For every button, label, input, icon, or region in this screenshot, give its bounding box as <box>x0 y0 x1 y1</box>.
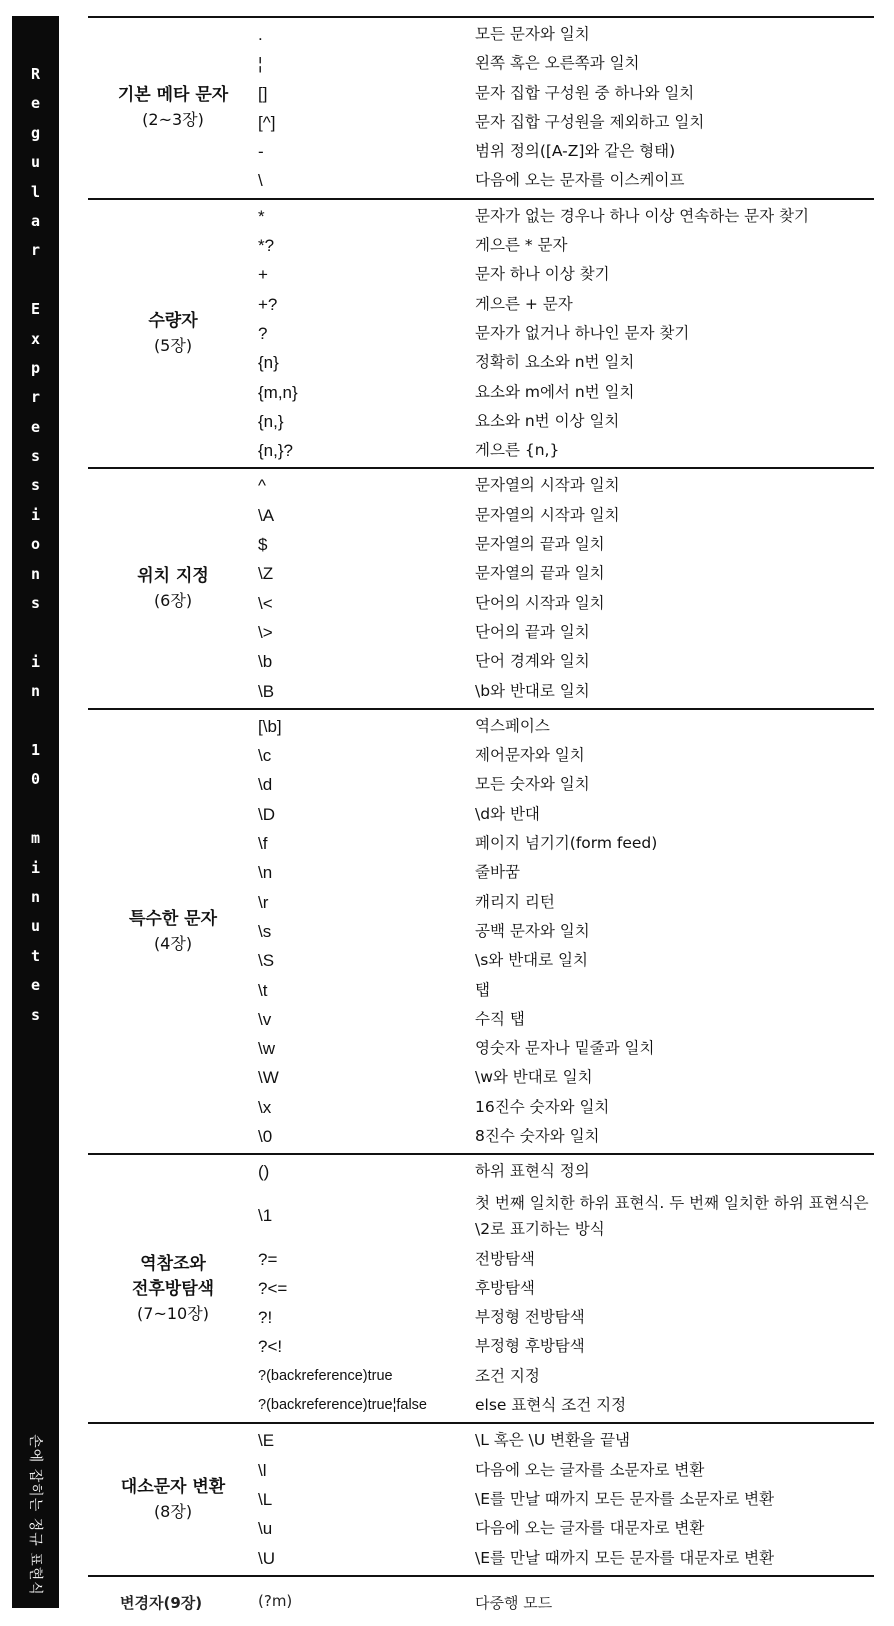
metachar-symbol: \n <box>258 863 273 883</box>
metachar-description: 요소와 n번 이상 일치 <box>475 411 620 430</box>
side-title-char: 1 <box>30 740 41 759</box>
group-label <box>88 200 258 468</box>
group-label <box>88 469 258 707</box>
group-chapter: (2~3장) <box>142 110 204 130</box>
metachar-description: 공백 문자와 일치 <box>475 921 590 940</box>
metachar-symbol: \A <box>258 505 275 525</box>
cut-off-row <box>120 1592 820 1612</box>
metachar-symbol: . <box>258 25 263 44</box>
metachar-description: 부정형 후방탐색 <box>475 1337 585 1356</box>
side-title-char: l <box>30 182 41 201</box>
side-title-char: r <box>30 241 41 260</box>
metachar-symbol: \l <box>258 1460 267 1480</box>
metachar-symbol: \f <box>258 834 268 854</box>
metachar-description: else 표현식 조건 지정 <box>475 1396 627 1415</box>
metachar-description: 16진수 숫자와 일치 <box>475 1097 610 1116</box>
group-label <box>88 18 258 198</box>
metachar-description: 범위 정의([A-Z]와 같은 형태) <box>475 142 676 161</box>
table-group <box>88 1155 874 1424</box>
side-title-char: 0 <box>30 770 41 789</box>
side-title-char: r <box>30 388 41 407</box>
metachar-symbol: {m,n} <box>258 382 298 402</box>
metachar-symbol: {n,} <box>258 411 284 431</box>
side-title-char: u <box>30 917 41 936</box>
side-title-char: x <box>30 329 41 348</box>
group-name: 기본 메타 문자 <box>117 85 229 106</box>
metachar-description: 정확히 요소와 n번 일치 <box>475 353 635 372</box>
regex-reference-table <box>88 16 874 1577</box>
metachar-description: 역스페이스 <box>475 716 550 735</box>
side-title-char: a <box>30 211 41 230</box>
metachar-symbol: () <box>258 1162 270 1182</box>
side-title-char: n <box>30 887 41 906</box>
side-title-char: o <box>30 535 41 554</box>
side-title-space <box>12 707 59 736</box>
side-bar <box>12 16 59 1608</box>
metachar-symbol: ?<! <box>258 1337 283 1357</box>
metachar-description: \E를 만날 때까지 모든 문자를 대문자로 변환 <box>475 1548 775 1567</box>
cut-row-desc: 다중행 모드 <box>475 1594 553 1612</box>
side-title-char: t <box>30 946 41 965</box>
metachar-symbol: ¦ <box>258 54 263 74</box>
table-group <box>88 469 874 709</box>
side-title-char: e <box>30 417 41 436</box>
metachar-description: 문자가 없거나 하나인 문자 찾기 <box>475 323 690 342</box>
metachar-symbol: \ <box>258 171 263 191</box>
metachar-symbol: ? <box>258 323 268 343</box>
metachar-symbol: \s <box>258 921 272 941</box>
metachar-symbol: \> <box>258 622 273 642</box>
metachar-description: 문자 집합 구성원을 제외하고 일치 <box>475 112 705 131</box>
metachar-description: \L 혹은 \U 변환을 끝냄 <box>475 1431 630 1450</box>
metachar-symbol: \r <box>258 892 269 912</box>
metachar-symbol: \S <box>258 951 275 971</box>
metachar-symbol: \w <box>258 1039 275 1059</box>
group-chapter: (8장) <box>153 1502 193 1522</box>
metachar-description: 전방탐색 <box>475 1249 535 1268</box>
metachar-description: \w와 반대로 일치 <box>475 1068 593 1087</box>
metachar-description: 페이지 넘기기(form feed) <box>475 834 658 853</box>
metachar-symbol: +? <box>258 294 278 314</box>
metachar-symbol: ?! <box>258 1308 273 1328</box>
metachar-symbol: [\b] <box>258 716 282 736</box>
metachar-symbol: [] <box>258 83 268 103</box>
metachar-description: 영숫자 문자나 밑줄과 일치 <box>475 1039 655 1058</box>
metachar-description: 게으른 {n,} <box>475 441 560 460</box>
metachar-symbol: \L <box>258 1489 273 1509</box>
metachar-symbol: \d <box>258 775 273 795</box>
metachar-description: 모든 문자와 일치 <box>475 25 590 43</box>
metachar-symbol: \c <box>258 746 272 766</box>
metachar-symbol: ?(backreference)true <box>258 1367 393 1384</box>
table-group <box>88 1424 874 1576</box>
side-korean-title-text: 손에 잡히는 정규 표현식 <box>26 1434 43 1596</box>
metachar-symbol: \t <box>258 980 268 1000</box>
side-title-char: p <box>30 358 41 377</box>
metachar-description: \E를 만날 때까지 모든 문자를 소문자로 변환 <box>475 1489 775 1508</box>
metachar-description: 모든 숫자와 일치 <box>475 775 590 794</box>
metachar-description: 다음에 오는 글자를 대문자로 변환 <box>475 1519 705 1538</box>
metachar-description: 하위 표현식 정의 <box>475 1162 590 1181</box>
metachar-description: 게으른 + 문자 <box>475 294 573 313</box>
metachar-symbol: \D <box>258 804 275 824</box>
side-title-char: i <box>30 858 41 877</box>
side-title-char: m <box>30 829 41 848</box>
metachar-description: 문자 하나 이상 찾기 <box>475 265 610 284</box>
metachar-description: 문자 집합 구성원 중 하나와 일치 <box>475 83 695 102</box>
metachar-symbol: ?= <box>258 1249 278 1269</box>
metachar-description: 단어의 시작과 일치 <box>475 593 605 612</box>
side-title-char: n <box>30 682 41 701</box>
group-chapter: (6장) <box>153 591 193 611</box>
group-name: 위치 지정 <box>137 566 209 587</box>
side-title-vertical <box>12 60 59 1030</box>
metachar-description: 문자열의 끝과 일치 <box>475 535 605 554</box>
group-name: 대소문자 변환 <box>120 1477 226 1498</box>
table-group <box>88 200 874 470</box>
metachar-symbol: {n,}? <box>258 441 293 461</box>
metachar-description: 문자열의 시작과 일치 <box>475 505 620 524</box>
cut-row-label: 변경자(9장) <box>120 1594 203 1612</box>
cut-row-symbol: (?m) <box>258 1592 293 1610</box>
metachar-description: 요소와 m에서 n번 일치 <box>475 382 635 401</box>
side-title-char: s <box>30 447 41 466</box>
metachar-symbol: \u <box>258 1519 273 1539</box>
metachar-symbol: + <box>258 265 268 285</box>
side-title-space <box>12 266 59 295</box>
metachar-symbol: \W <box>258 1068 279 1088</box>
group-chapter: (7~10장) <box>137 1303 209 1323</box>
metachar-symbol: [^] <box>258 112 276 132</box>
metachar-description: 첫 번째 일치한 하위 표현식. 두 번째 일치한 하위 표현식은 \2로 표기하는 방식 <box>475 1193 869 1238</box>
metachar-description: \s와 반대로 일치 <box>475 951 588 970</box>
side-title-char: n <box>30 564 41 583</box>
side-title-space <box>12 618 59 647</box>
table-group <box>88 710 874 1155</box>
metachar-description: 8진수 숫자와 일치 <box>475 1126 600 1145</box>
metachar-description: \d와 반대 <box>475 804 540 823</box>
metachar-symbol: \v <box>258 1009 272 1029</box>
side-title-char: E <box>30 300 41 319</box>
side-title-char: i <box>30 652 41 671</box>
metachar-symbol: \U <box>258 1548 275 1568</box>
metachar-symbol: \Z <box>258 564 274 584</box>
side-title-char: s <box>30 476 41 495</box>
metachar-description: 단어 경계와 일치 <box>475 652 590 671</box>
metachar-symbol: ^ <box>258 476 266 496</box>
side-title-char: u <box>30 153 41 172</box>
table-group <box>88 18 874 200</box>
metachar-description: 캐리지 리턴 <box>475 892 555 911</box>
side-title-char: s <box>30 1005 41 1024</box>
side-title-char: i <box>30 505 41 524</box>
metachar-symbol: \E <box>258 1431 275 1451</box>
metachar-description: 게으른 * 문자 <box>475 236 568 255</box>
metachar-description: 단어의 끝과 일치 <box>475 622 590 641</box>
metachar-description: 조건 지정 <box>475 1366 540 1385</box>
metachar-symbol: * <box>258 206 265 226</box>
side-title-char: e <box>30 94 41 113</box>
group-name: 수량자 <box>148 311 198 332</box>
metachar-description: 탭 <box>475 980 490 999</box>
side-title-char: R <box>30 65 41 83</box>
metachar-description: 문자가 없는 경우나 하나 이상 연속하는 문자 찾기 <box>475 206 809 225</box>
metachar-description: 문자열의 시작과 일치 <box>475 476 620 495</box>
side-title-char: g <box>30 123 41 142</box>
group-label <box>88 1155 258 1422</box>
side-title-char: s <box>30 594 41 613</box>
group-name: 역참조와 전후방탐색 <box>131 1253 215 1299</box>
metachar-symbol: \b <box>258 652 273 672</box>
metachar-description: 부정형 전방탐색 <box>475 1308 585 1327</box>
group-label <box>88 710 258 1153</box>
metachar-symbol: $ <box>258 535 268 555</box>
metachar-description: 수직 탭 <box>475 1009 525 1028</box>
metachar-description: 다음에 오는 문자를 이스케이프 <box>475 171 685 190</box>
group-chapter: (5장) <box>153 336 193 356</box>
group-name: 특수한 문자 <box>128 909 218 930</box>
metachar-symbol: \1 <box>258 1205 273 1225</box>
metachar-description: 제어문자와 일치 <box>475 746 585 765</box>
metachar-description: 후방탐색 <box>475 1278 535 1297</box>
metachar-description: 왼쪽 혹은 오른쪽과 일치 <box>475 54 640 73</box>
metachar-description: 문자열의 끝과 일치 <box>475 564 605 583</box>
metachar-symbol: \B <box>258 681 275 701</box>
group-chapter: (4장) <box>153 934 193 954</box>
metachar-description: 다음에 오는 글자를 소문자로 변환 <box>475 1460 705 1479</box>
metachar-symbol: \0 <box>258 1126 273 1146</box>
side-title-space <box>12 795 59 824</box>
metachar-description: 줄바꿈 <box>475 863 520 882</box>
metachar-symbol: ?(backreference)true¦false <box>258 1397 427 1414</box>
metachar-symbol: \x <box>258 1097 272 1117</box>
metachar-symbol: \< <box>258 593 273 613</box>
metachar-symbol: *? <box>258 236 275 256</box>
metachar-symbol: - <box>258 142 264 162</box>
side-title-char: e <box>30 976 41 995</box>
metachar-symbol: ?<= <box>258 1278 288 1298</box>
metachar-description: \b와 반대로 일치 <box>475 681 590 700</box>
group-label <box>88 1424 258 1574</box>
side-korean-title <box>12 1430 59 1600</box>
metachar-symbol: {n} <box>258 353 279 373</box>
